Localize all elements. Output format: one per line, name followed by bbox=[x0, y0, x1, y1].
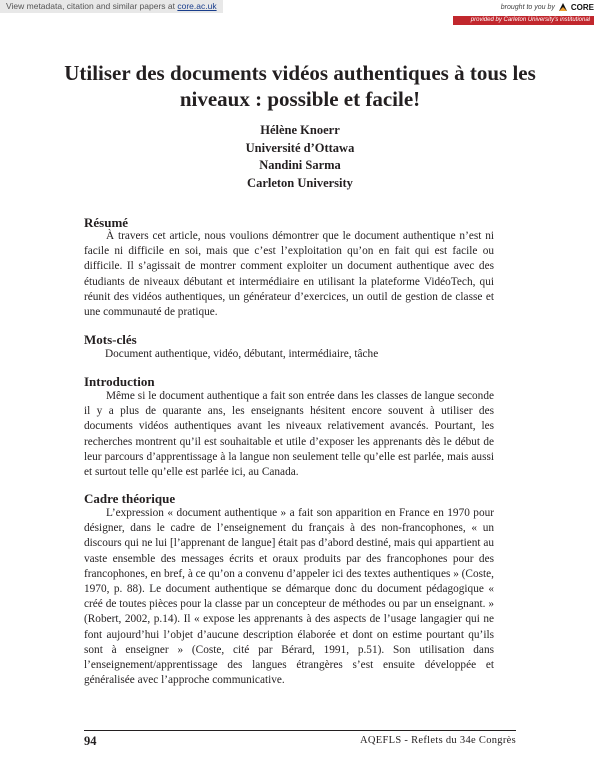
core-link[interactable]: core.ac.uk bbox=[177, 1, 217, 11]
abstract-text: À travers cet article, nous voulions démontrer que le document authentique n’est ni facile ni difficile en soi, mais que c’est l’exploitation qu’on en fait qui est facile ou difficile. Il s’agissait de montrer comment exploiter un document authentique avec des étudiants de niveaux débutant et intermédiaire en utilisant la plateforme VidéoTech, qui réunit des vidéos authentiques, un générateur d’exercices, un outil de gestion de classe et une communauté de pratique. bbox=[84, 230, 494, 319]
keywords-text: Document authentique, vidéo, débutant, intermédiaire, tâche bbox=[105, 348, 379, 360]
core-logo-text: CORE bbox=[570, 2, 594, 12]
introduction-heading: Introduction bbox=[84, 374, 155, 389]
footer-journal: AQEFLS - Reflets du 34e Congrès bbox=[360, 735, 516, 746]
author-affiliation: Université d’Ottawa bbox=[245, 140, 355, 155]
core-view-text: View metadata, citation and similar papers at bbox=[6, 1, 175, 11]
core-metadata-tab[interactable] bbox=[0, 0, 223, 13]
core-brought-by[interactable] bbox=[501, 1, 594, 13]
author-affiliation: Carleton University bbox=[247, 175, 353, 190]
author-block bbox=[100, 122, 500, 192]
abstract-heading: Résumé bbox=[84, 215, 129, 230]
core-banner bbox=[0, 0, 600, 27]
cadre-text: L’expression « document authentique » a fait son apparition en France en 1970 pour désigner, dans le cadre de l’enseignement du français à des non-francophones, « un discours qui ne lui [l’apprenant de langue] était pas d’abord destiné, mais qui appartient au vaste ensemble des messages écrits et oraux produits par des francophones pour des francophones, en bref, à ce qu’on a convenu d’appeler ici des textes authentiques » (Coste, 1970, p. 88). Le document authentique se démarque donc du document pédagogique « créé de toutes pièces pour la classe par un concepteur de méthodes ou par un enseignant. » (Robert, 2002, p.14). Il « expose les apprenants à des aspects de l’usage langagier qui ne font aujourd’hui l’objet d’aucune description élaborée et dont on estime pourtant qu’ils sont à enseigner » (Coste, cité par Bérard, 1991, p.51). Son utilisation dans l’enseignement/apprentissage des langues étrangères s’est ensuite développée et généralisée avec l’approche communicative. bbox=[84, 507, 495, 687]
core-brought-text: brought to you by bbox=[500, 3, 555, 11]
author-name: Nandini Sarma bbox=[259, 158, 341, 172]
page-number: 94 bbox=[84, 734, 97, 748]
author-name: Hélène Knoerr bbox=[260, 123, 340, 137]
core-provided-by: provided by Carleton University's institutional bbox=[453, 16, 594, 25]
cadre-heading: Cadre théorique bbox=[84, 491, 176, 506]
footer-divider bbox=[84, 730, 516, 731]
keywords-heading: Mots-clés bbox=[84, 332, 137, 347]
introduction-text: Même si le document authentique a fait son entrée dans les classes de langue seconde il y a plus de quarante ans, les enseignants hésitent encore souvent à utiliser des documents vidéos authentiques avant les niveaux relativement avancés. Pourtant, les recherches montrent qu’il est souhaitable et utile d’exposer les apprenants dès le début de leur parcours d’apprentissage à la langue non seulement telle qu’elle est parlée, mais aussi et surtout telle qu’elle est parlée ici, au Canada. bbox=[84, 390, 494, 479]
core-logo-icon bbox=[557, 1, 569, 13]
paper-title: Utiliser des documents vidéos authentiques à tous les niveaux : possible et facile! bbox=[64, 61, 536, 111]
